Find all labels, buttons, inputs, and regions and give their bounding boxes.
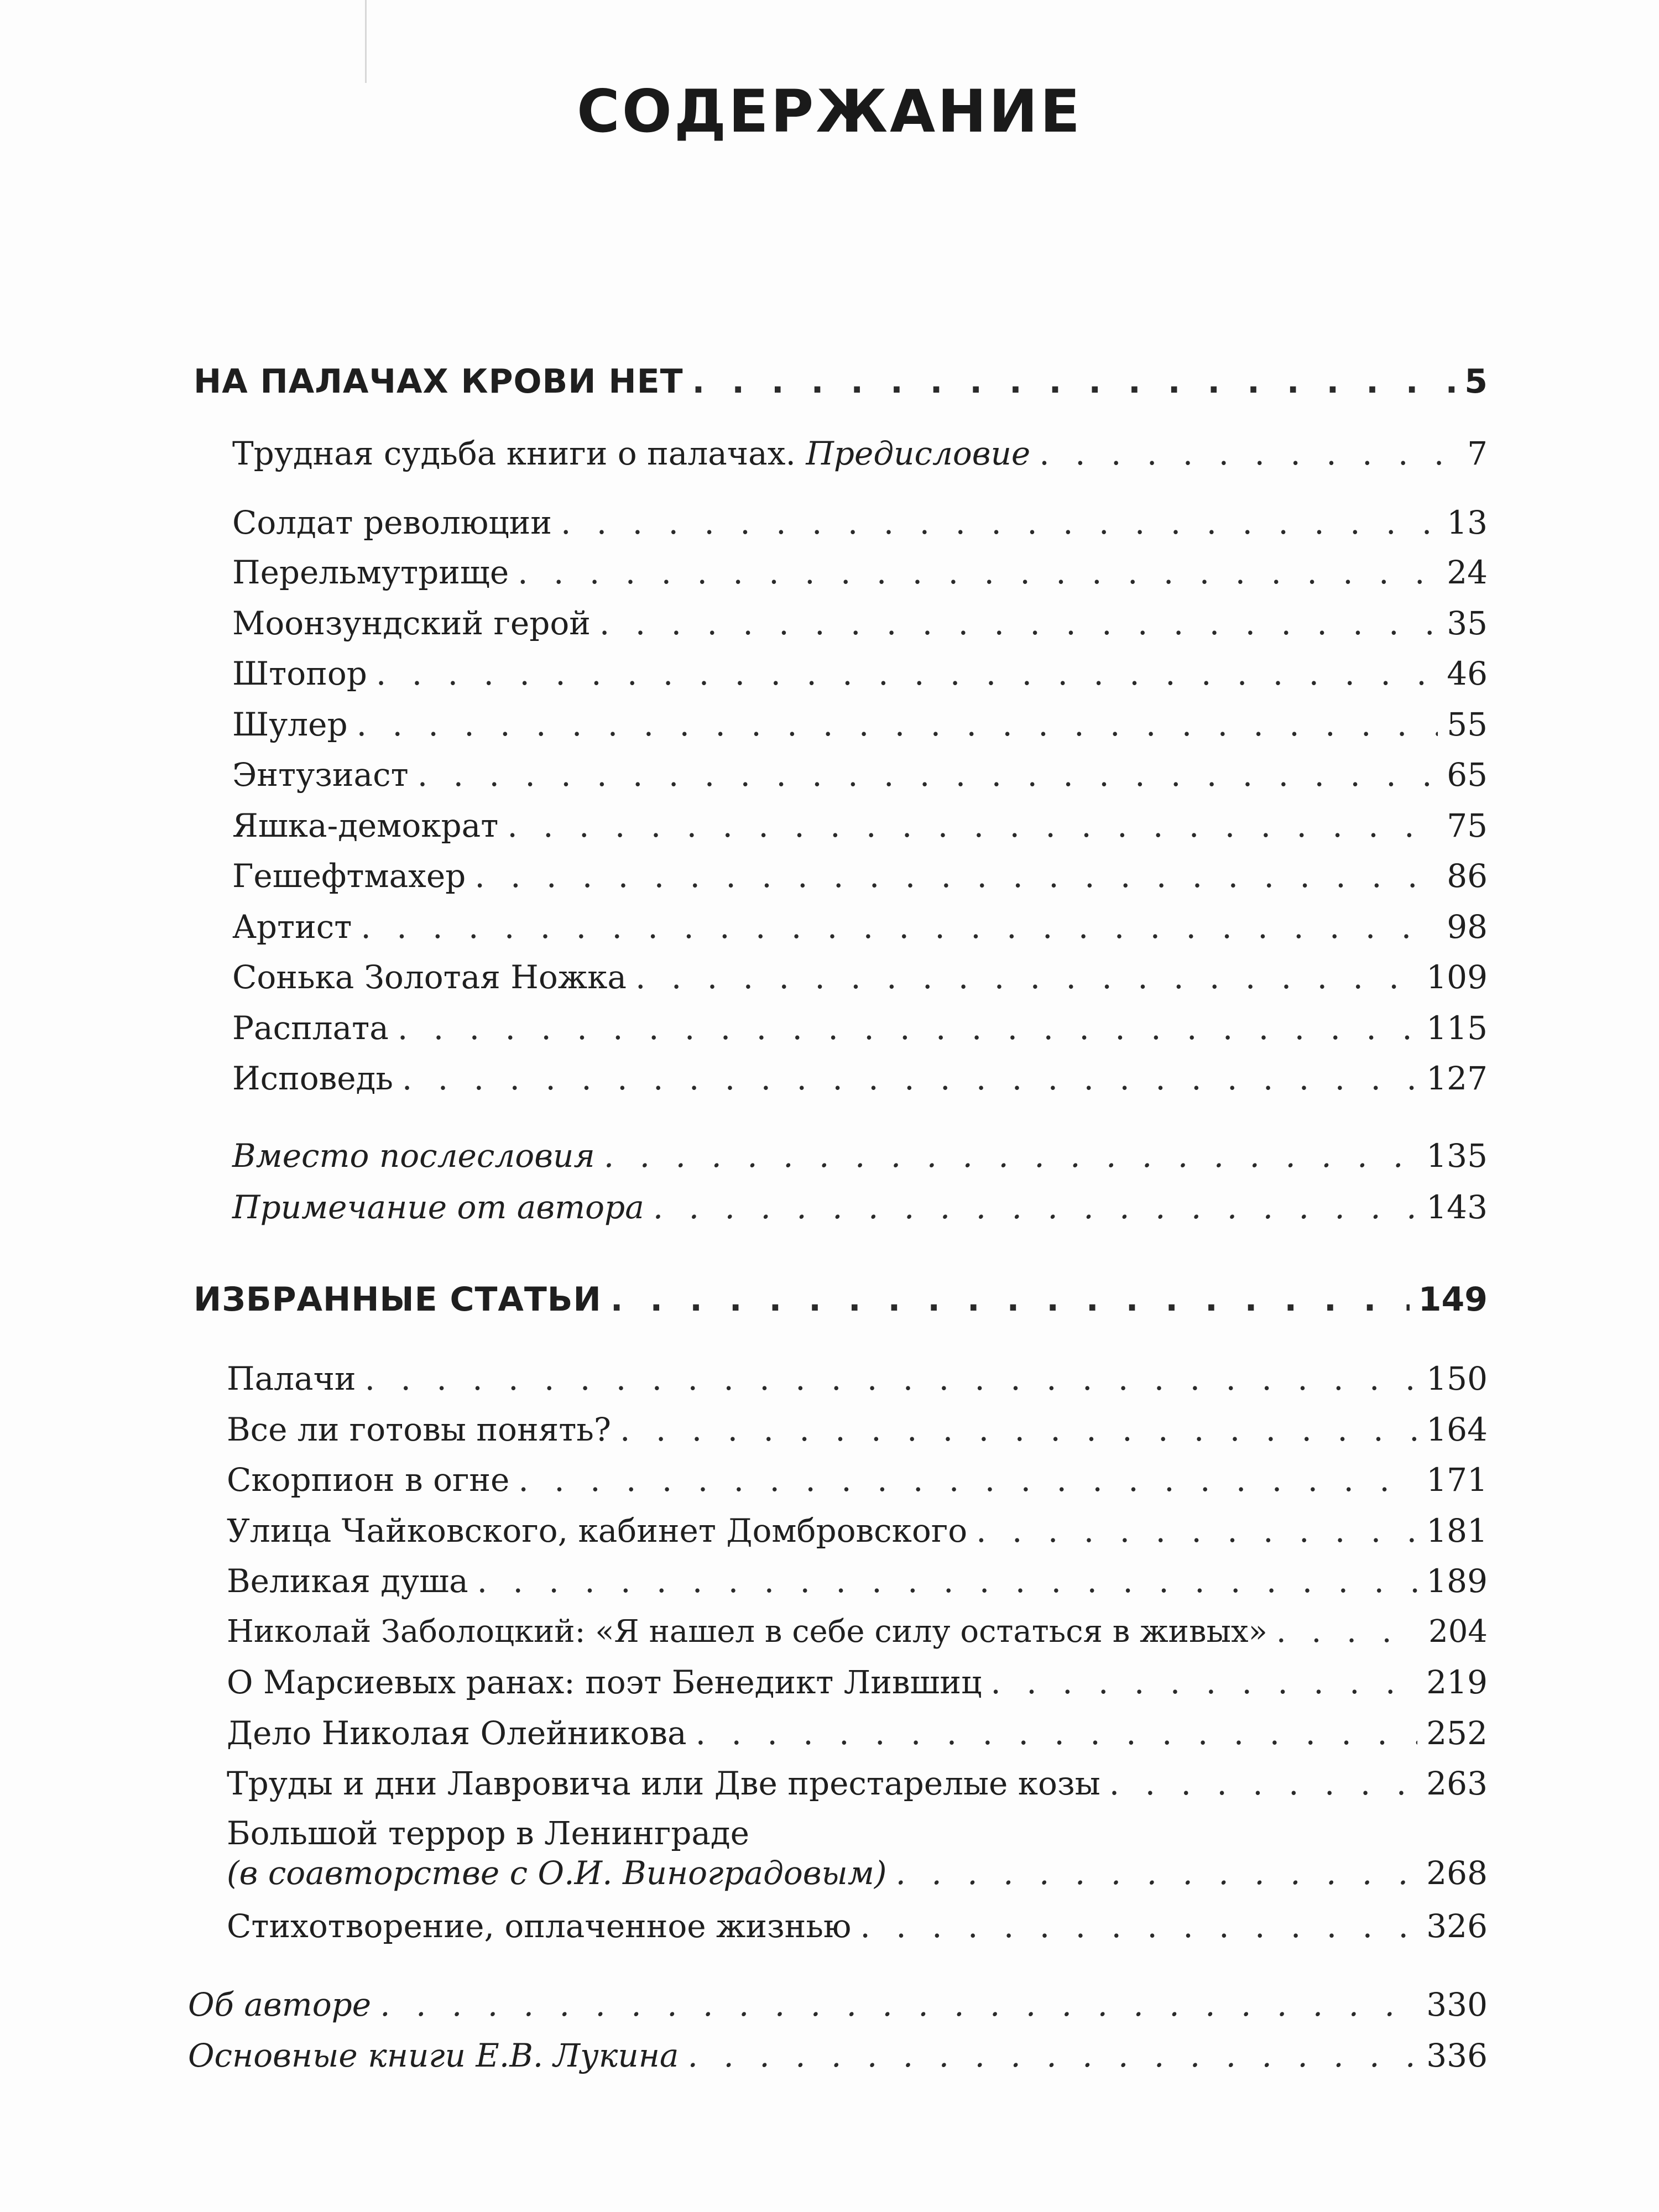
toc-page-number: 181 xyxy=(1426,1512,1488,1550)
toc-leader-dots xyxy=(688,2036,1418,2075)
toc-leader-dots xyxy=(1109,1764,1418,1803)
toc-entry-title: Перельмутрище xyxy=(232,554,509,591)
toc-page-number: 5 xyxy=(1464,362,1488,401)
toc-entry-title-line2: (в соавторстве с О.И. Виноградовым) xyxy=(227,1854,887,1892)
toc-entry-title-line1: Большой террор в Ленинграде xyxy=(227,1814,749,1852)
toc-entry-title: Основные книги Е.В. Лукина xyxy=(188,2037,679,2074)
toc-entry-title: Исповедь xyxy=(232,1060,393,1097)
page-title: СОДЕРЖАНИЕ xyxy=(576,77,1083,145)
toc-entry-title: Труды и дни Лавровича или Две престарелые козы xyxy=(227,1765,1100,1802)
toc-page-number: 109 xyxy=(1426,958,1488,996)
toc-entry[interactable] xyxy=(227,1460,1488,1499)
toc-entry-title-text: Трудная судьба книги о палачах. xyxy=(232,435,796,472)
toc-page-number: 98 xyxy=(1447,908,1488,946)
toc-entry[interactable] xyxy=(232,654,1488,693)
toc-entry-title: Солдат революции xyxy=(232,504,552,541)
toc-entry[interactable] xyxy=(227,1562,1488,1600)
toc-entry[interactable] xyxy=(227,1410,1488,1449)
toc-entry-title: Николай Заболоцкий: «Я нашел в себе силу остаться в живых» xyxy=(227,1614,1267,1650)
toc-leader-dots xyxy=(507,806,1438,845)
toc-page-number: 86 xyxy=(1447,857,1488,895)
toc-entry[interactable] xyxy=(227,1663,1488,1702)
toc-page-number: 127 xyxy=(1426,1060,1488,1097)
toc-entry-title: Расплата xyxy=(232,1009,389,1047)
toc-entry[interactable] xyxy=(232,958,1488,997)
toc-entry[interactable] xyxy=(227,1764,1488,1803)
toc-entry[interactable] xyxy=(227,1613,1488,1651)
toc-leader-dots xyxy=(398,1009,1417,1047)
toc-entry-afterword[interactable] xyxy=(232,1136,1488,1175)
toc-entry-title: Примечание от автора xyxy=(232,1188,644,1226)
toc-leader-dots xyxy=(635,958,1417,997)
toc-leader-dots xyxy=(599,604,1438,643)
toc-page-number: 326 xyxy=(1426,1907,1488,1945)
toc-entry[interactable] xyxy=(232,857,1488,895)
toc-page-number: 7 xyxy=(1467,435,1488,472)
toc-leader-dots xyxy=(402,1059,1417,1098)
toc-leader-dots xyxy=(477,1562,1418,1600)
toc-entry[interactable] xyxy=(232,806,1488,845)
toc-page-number: 171 xyxy=(1426,1461,1488,1499)
toc-leader-dots xyxy=(620,1410,1417,1449)
toc-leader-dots xyxy=(696,1714,1418,1752)
toc-page-number: 268 xyxy=(1426,1854,1488,1892)
toc-page-number: 13 xyxy=(1447,504,1488,541)
toc-leader-dots xyxy=(474,857,1438,895)
toc-entry-title: Гешефтмахер xyxy=(232,857,466,895)
toc-entry-title: Об авторе xyxy=(188,1986,372,2023)
toc-section-part1[interactable] xyxy=(194,362,1488,401)
toc-entry-title: Великая душа xyxy=(227,1562,468,1600)
toc-page-number: 189 xyxy=(1426,1562,1488,1600)
toc-leader-dots xyxy=(376,654,1438,693)
toc-page-number: 150 xyxy=(1426,1360,1488,1397)
toc-page-number: 115 xyxy=(1426,1009,1488,1047)
toc-page-number: 55 xyxy=(1447,706,1488,743)
toc-entry[interactable] xyxy=(232,503,1488,542)
toc-entry-title: Яшка-демократ xyxy=(232,807,499,844)
toc-leader-dots xyxy=(380,1985,1417,2024)
toc-leader-dots xyxy=(653,1188,1418,1227)
toc-page-number: 143 xyxy=(1426,1188,1488,1226)
toc-leader-dots xyxy=(990,1663,1417,1702)
toc-leader-dots xyxy=(976,1511,1417,1550)
toc-page-number: 252 xyxy=(1426,1714,1488,1752)
toc-entry-preface[interactable] xyxy=(232,434,1488,473)
toc-entry-title-line2-row xyxy=(227,1854,1488,1892)
toc-entry-title-italic: Предисловие xyxy=(806,435,1031,472)
toc-leader-dots xyxy=(895,1854,1417,1892)
toc-leader-dots xyxy=(361,907,1438,946)
toc-entry-title: Палачи xyxy=(227,1360,356,1397)
toc-entry-title: Моонзундский герой xyxy=(232,604,591,642)
toc-entry-main-books[interactable] xyxy=(188,2036,1488,2075)
toc-leader-dots xyxy=(365,1359,1418,1398)
toc-entry[interactable] xyxy=(232,755,1488,794)
toc-leader-dots xyxy=(418,755,1438,794)
toc-page-number: 164 xyxy=(1426,1411,1488,1448)
toc-leader-dots xyxy=(860,1907,1417,1945)
toc-entry[interactable] xyxy=(232,705,1488,744)
toc-entry-title: О Марсиевых ранах: поэт Бенедикт Лившиц xyxy=(227,1663,982,1701)
toc-leader-dots xyxy=(1039,434,1458,473)
toc-leader-dots xyxy=(561,503,1438,542)
toc-entry-title: Скорпион в огне xyxy=(227,1461,510,1499)
toc-entry[interactable] xyxy=(232,604,1488,643)
toc-entry-title: Улица Чайковского, кабинет Домбровского xyxy=(227,1512,968,1550)
toc-leader-dots xyxy=(692,362,1456,401)
toc-section-title: ИЗБРАННЫЕ СТАТЬИ xyxy=(194,1280,602,1319)
toc-entry[interactable] xyxy=(232,1009,1488,1047)
toc-leader-dots xyxy=(604,1136,1418,1175)
toc-entry[interactable] xyxy=(232,907,1488,946)
toc-entry-title: Все ли готовы понять? xyxy=(227,1411,611,1448)
toc-entry[interactable] xyxy=(232,1059,1488,1098)
toc-entry[interactable] xyxy=(232,553,1488,592)
toc-page-number: 35 xyxy=(1447,604,1488,642)
toc-entry-title: Артист xyxy=(232,908,352,946)
toc-entry-about-author[interactable] xyxy=(188,1985,1488,2024)
toc-page-number: 263 xyxy=(1426,1765,1488,1802)
toc-page-number: 149 xyxy=(1418,1280,1488,1319)
toc-entry-title: Дело Николая Олейникова xyxy=(227,1714,687,1752)
toc-leader-dots xyxy=(357,705,1438,744)
toc-entry[interactable] xyxy=(227,1714,1488,1752)
toc-entry[interactable] xyxy=(227,1511,1488,1550)
toc-entry-title xyxy=(232,434,1039,473)
toc-entry-title: Шулер xyxy=(232,706,348,743)
toc-page-number: 219 xyxy=(1426,1663,1488,1701)
toc-entry-title: Стихотворение, оплаченное жизнью xyxy=(227,1907,852,1945)
toc-leader-dots xyxy=(1276,1613,1420,1651)
toc-entry-terror[interactable] xyxy=(227,1813,1488,1892)
toc-page-number: 336 xyxy=(1426,2037,1488,2074)
toc-page-number: 330 xyxy=(1426,1986,1488,2023)
toc-page-number: 65 xyxy=(1447,756,1488,794)
toc-section-part2[interactable] xyxy=(194,1280,1488,1319)
toc-entry-poem[interactable] xyxy=(227,1907,1488,1945)
toc-entry-title: Энтузиаст xyxy=(232,756,409,794)
toc-section-title: НА ПАЛАЧАХ КРОВИ НЕТ xyxy=(194,362,684,401)
toc-leader-dots xyxy=(611,1280,1410,1319)
toc-entry-title: Сонька Золотая Ножка xyxy=(232,958,627,996)
toc-leader-dots xyxy=(518,1460,1417,1499)
toc-page-number: 24 xyxy=(1447,554,1488,591)
toc-leader-dots xyxy=(518,553,1438,592)
toc-page-number: 204 xyxy=(1428,1614,1488,1650)
page-crease-mark xyxy=(365,0,367,83)
toc-entry[interactable] xyxy=(227,1359,1488,1398)
toc-entry-author-note[interactable] xyxy=(232,1188,1488,1227)
toc-page-number: 75 xyxy=(1447,807,1488,844)
toc-entry-title: Вместо послесловия xyxy=(232,1137,595,1175)
toc-page-number: 135 xyxy=(1426,1137,1488,1175)
toc-entry-title: Штопор xyxy=(232,655,367,692)
toc-page-number: 46 xyxy=(1447,655,1488,692)
